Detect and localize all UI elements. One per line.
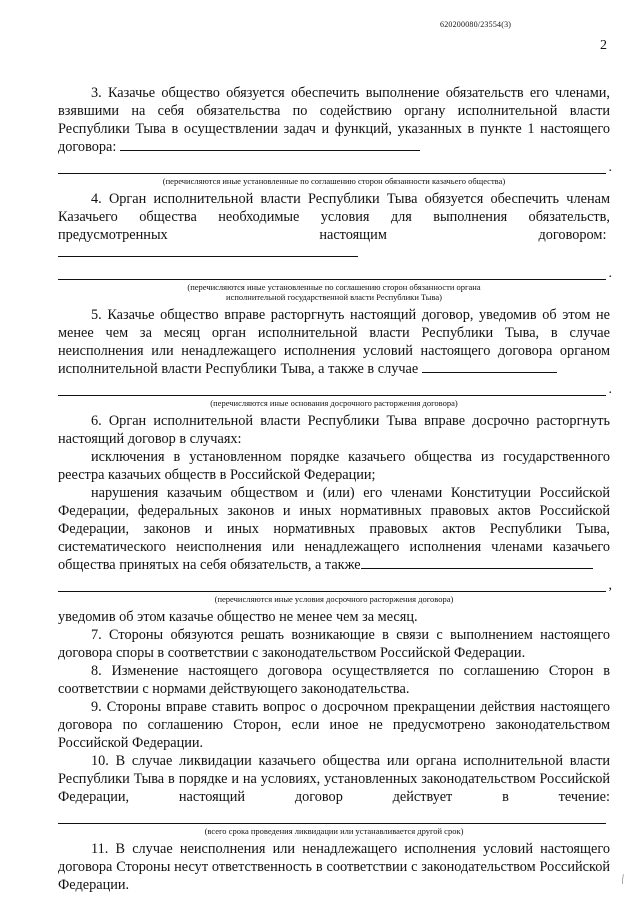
note-clause-5: (перечисляются иные основания досрочного расторжения договора) xyxy=(210,398,458,408)
fill-line xyxy=(58,264,612,281)
clause-6: 6. Орган исполнительной власти Республики Тыва вправе досрочно расторгнуть настоящий договор в случаях: xyxy=(58,413,610,447)
note-clause-4-line-1: (перечисляются иные установленные по соглашению сторон обязанности органа xyxy=(187,282,481,292)
clause-9: 9. Стороны вправе ставить вопрос о досрочном прекращении действия настоящего договора по соглашению Сторон, если иное не предусмотрено законодательством Российской Федерации. xyxy=(58,699,610,751)
clause-8: 8. Изменение настоящего договора осуществляется по соглашению Сторон в соответствии с нормами действующего законодательства. xyxy=(58,663,610,697)
clause-4-text: 4. Орган исполнительной власти Республики Тыва обязуется обеспечить членам Казачьего общества необходимые условия для выполнения обязательств, предусмотренных настоящим договором: xyxy=(58,191,610,243)
note-clause-4 xyxy=(58,282,610,302)
clause-6-case-2 xyxy=(58,484,610,574)
document-number: 620200080/23554(3) xyxy=(440,20,512,29)
page-number: 2 xyxy=(600,38,607,53)
line-end-period: . xyxy=(608,382,612,397)
line-end-period: . xyxy=(608,160,612,175)
clause-6-case-1: исключения в установленном порядке казачьего общества из государственного реестра казачьих обществ в Российской Федерации; xyxy=(58,449,610,483)
scan-mark: ⁄ xyxy=(618,872,628,886)
line-end-comma: , xyxy=(608,578,612,593)
fill-line xyxy=(58,244,358,257)
clause-3 xyxy=(58,84,610,156)
note-clause-3: (перечисляются иные установленные по соглашению сторон обязанности казачьего общества) xyxy=(162,176,506,186)
clause-10: 10. В случае ликвидации казачьего общества или органа исполнительной власти Республики Тыва в порядке и на условиях, установленных законодательством Российской Федерации, настоящий договор действует в течение: xyxy=(58,753,610,805)
fill-line xyxy=(58,808,606,824)
fill-line xyxy=(422,360,557,373)
clause-6-notice: уведомив об этом казачье общество не менее чем за месяц. xyxy=(58,609,418,625)
document-body xyxy=(58,84,610,894)
clause-7: 7. Стороны обязуются решать возникающие в связи с выполнением настоящего договора споры в соответствии с законодательством Российской Федерации. xyxy=(58,627,610,661)
note-clause-6: (перечисляются иные условия досрочного расторжения договора) xyxy=(214,594,454,604)
clause-4 xyxy=(58,190,610,262)
note-clause-4-line-2: исполнительной государственной власти Республики Тыва) xyxy=(226,292,442,302)
clause-5 xyxy=(58,306,610,378)
clause-3-text: 3. Казачье общество обязуется обеспечить выполнение обязательств его членами, взявшими на себя обязательства по содействию органу исполнительной власти Республики Тыва в осуществлении задач и функций, указанных в пункте 1 настоящего договора: xyxy=(58,85,610,155)
note-clause-10: (всего срока проведения ликвидации или устанавливается другой срок) xyxy=(204,826,464,836)
fill-line xyxy=(58,576,612,593)
line-end-period: . xyxy=(608,266,612,281)
fill-line xyxy=(58,158,612,175)
clause-6-case-2-text: нарушения казачьим обществом и (или) его членами Конституции Российской Федерации, федеральных законов и иных нормативных правовых актов Российской Федерации, законов и иных нормативных правовых актов Республики Тыва, систематического неисполнения или ненадлежащего исполнения членами казачьего общества принятых на себя обязательств, а также xyxy=(58,485,610,573)
clause-5-text: 5. Казачье общество вправе расторгнуть настоящий договор, уведомив об этом не менее чем за месяц орган исполнительной власти Республики Тыва, в случае неисполнения или ненадлежащего исполнения условий настоящего договора органом исполнительной власти Республики Тыва, а также в случае xyxy=(58,307,610,377)
fill-line xyxy=(120,138,420,151)
fill-line xyxy=(58,380,612,397)
fill-line xyxy=(361,556,593,569)
clause-11: 11. В случае неисполнения или ненадлежащего исполнения условий настоящего договора Стороны несут ответственность в соответствии с законодательством Российской Федерации. xyxy=(58,841,610,893)
